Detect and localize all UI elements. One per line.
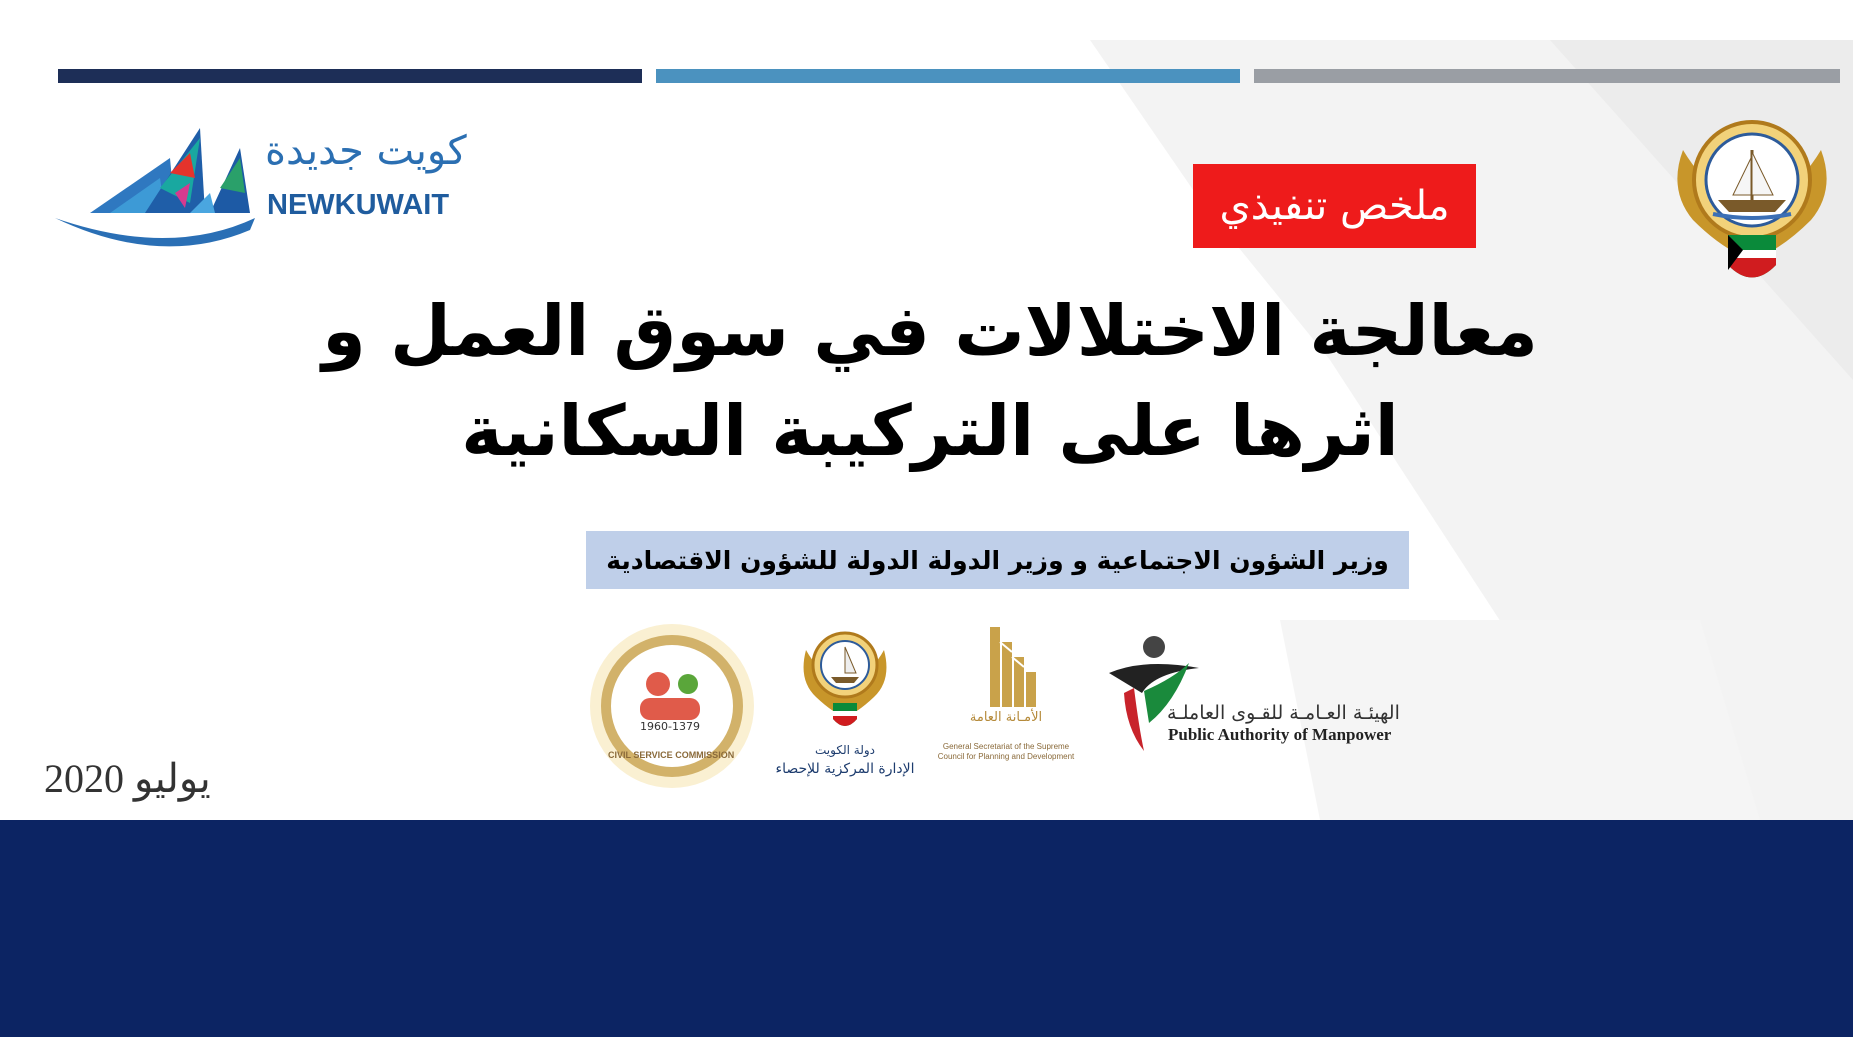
main-title-line2: اثرها على التركيبة السكانية bbox=[461, 390, 1399, 472]
top-bar-navy bbox=[58, 69, 642, 83]
csb-emblem-icon bbox=[798, 625, 892, 735]
pam-english-text: Public Authority of Manpower bbox=[1168, 725, 1392, 744]
csb-name-text: الإدارة المركزية للإحصاء bbox=[775, 761, 915, 777]
date-text: يوليو 2020 bbox=[44, 756, 211, 801]
executive-summary-badge: ملخص تنفيذي bbox=[1193, 164, 1476, 248]
pam-arabic-text: الهيئـة العـامـة للقـوى العاملـة bbox=[1167, 702, 1400, 724]
gs-arabic-text: الأمـانة العامة bbox=[969, 710, 1043, 725]
footer-band bbox=[0, 820, 1853, 1037]
general-secretariat-logo-icon bbox=[960, 622, 1050, 712]
csc-years-text: 1960-1379 bbox=[640, 720, 700, 733]
kuwait-emblem-icon bbox=[1663, 110, 1841, 295]
csb-state-text: دولة الكويت bbox=[815, 743, 875, 757]
newkuwait-arabic-text: كويت جديدة bbox=[265, 128, 467, 174]
main-title-line1: معالجة الاختلالات في سوق العمل و bbox=[322, 290, 1538, 372]
top-bar-blue bbox=[656, 69, 1240, 83]
top-bar-gray bbox=[1254, 69, 1840, 83]
subtitle-banner: وزير الشؤون الاجتماعية و وزير الدولة الدولة للشؤون الاقتصادية bbox=[586, 531, 1409, 589]
civil-service-commission-logo-icon bbox=[588, 622, 756, 790]
newkuwait-english-text: NEWKUWAIT bbox=[267, 189, 450, 221]
csc-english-text: CIVIL SERVICE COMMISSION bbox=[608, 750, 735, 760]
gs-english-text: General Secretariat of the Supreme Council for Planning and Development bbox=[937, 742, 1075, 761]
